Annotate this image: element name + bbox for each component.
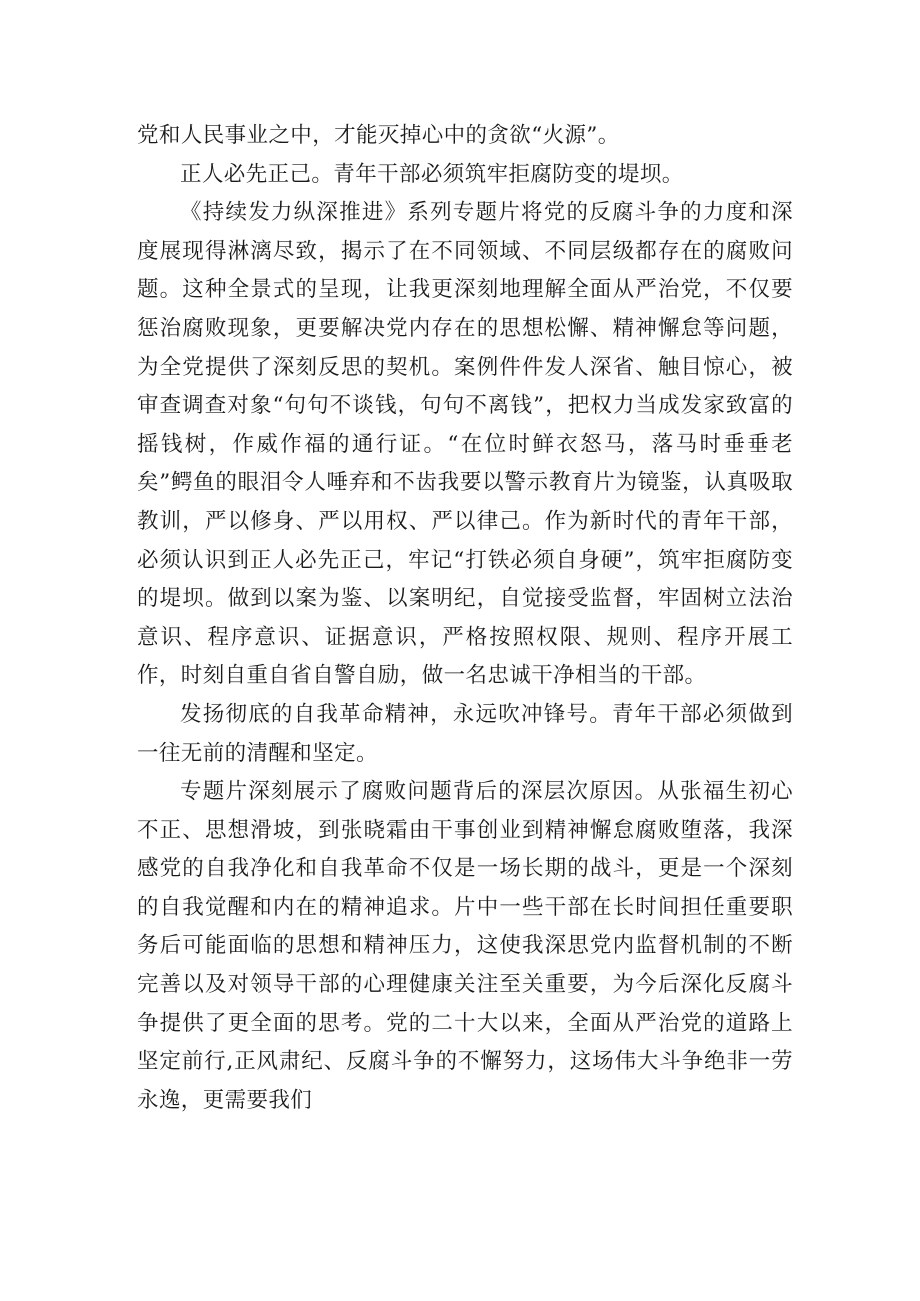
paragraph-heading-revolution: 发扬彻底的自我革命精神，永远吹冲锋号。青年干部必须做到一往无前的清醒和坚定。 [137, 701, 793, 766]
paragraph-heading-integrity: 正人必先正己。青年干部必须筑牢拒腐防变的堤坝。 [180, 161, 684, 187]
paragraph-deep-causes: 专题片深刻展示了腐败问题背后的深层次原因。从张福生初心不正、思想滑坡，到张晓霜由干事创业到精神懈怠腐败堕落，我深感党的自我净化和自我革命不仅是一场长期的战斗，更是一个深刻的自我觉醒和内在的精神追求。片中一些干部在长时间担任重要职务后可能面临的思想和精神压力，这使我深思党内监督机制的不断完善以及对领导干部的心理健康关注至关重要，为今后深化反腐斗争提供了更全面的思考。党的二十大以来，全面从严治党的道路上坚定前行,正风肃纪、反腐斗争的不懈努力，这场伟大斗争绝非一劳永逸，更需要我们 [137, 779, 793, 1113]
paragraph-series-reflection: 《持续发力纵深推进》系列专题片将党的反腐斗争的力度和深度展现得淋漓尽致，揭示了在不同领域、不同层级都存在的腐败问题。这种全景式的呈现，让我更深刻地理解全面从严治党，不仅要惩治腐败现象，更要解决党内存在的思想松懈、精神懈怠等问题，为全党提供了深刻反思的契机。案例件件发人深省、触目惊心，被审查调查对象“句句不谈钱，句句不离钱”，把权力当成发家致富的摇钱树，作威作福的通行证。“在位时鲜衣怒马，落马时垂垂老矣”鳄鱼的眼泪令人唾弃和不齿我要以警示教育片为镜鉴，认真吸取教训，严以修身、严以用权、严以律己。作为新时代的青年干部，必须认识到正人必先正己，牢记“打铁必须自身硬”，筑牢拒腐防变的堤坝。做到以案为鉴、以案明纪，自觉接受监督，牢固树立法治意识、程序意识、证据意识，严格按照权限、规则、程序开展工作，时刻自重自省自警自励，做一名忠诚干净相当的干部。 [137, 200, 793, 689]
paragraph-continuation: 党和人民事业之中，才能灭掉心中的贪欲“火源”。 [137, 123, 620, 148]
document-body [137, 117, 793, 1120]
